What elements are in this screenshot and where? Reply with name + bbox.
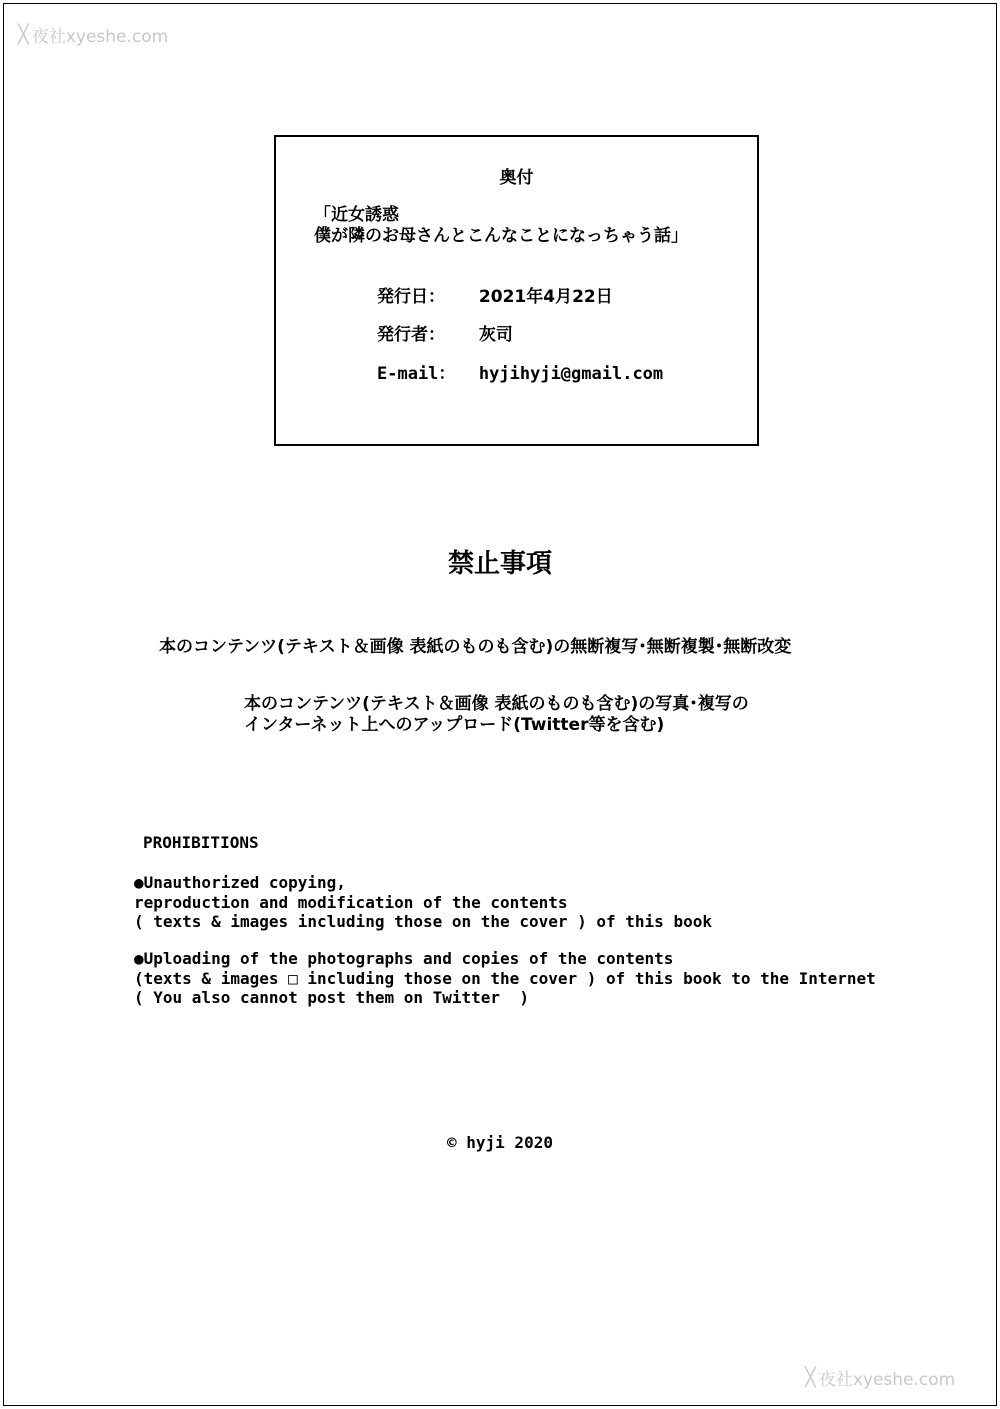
book-title-line1: 「近女誘惑 <box>314 205 399 225</box>
publish-date-label: 発行日： <box>377 287 445 307</box>
book-title <box>314 205 688 247</box>
x-logo-icon: ╳ <box>805 1367 816 1388</box>
publish-date-value: 2021年4月22日 <box>478 287 613 307</box>
x-logo-icon: ╳ <box>18 24 29 45</box>
watermark-text: 夜社xyeshe.com <box>818 1370 956 1390</box>
watermark-text: 夜社xyeshe.com <box>31 27 169 47</box>
prohibition-jp-2-line-b: インターネット上へのアップロード(Twitter等を含む) <box>244 715 665 735</box>
prohibition-jp-2 <box>244 694 749 736</box>
publisher-label: 発行者： <box>377 325 445 345</box>
colophon-title: 奥付 <box>499 168 534 188</box>
publisher-value: 灰司 <box>478 325 513 345</box>
prohibition-en-1: ●Unauthorized copying, reproduction and modification of the contents ( texts & images including those on the cover ) of this book <box>134 873 712 931</box>
publisher-row <box>377 320 513 345</box>
copyright: © hyji 2020 <box>447 1133 553 1152</box>
publish-date-row <box>377 282 613 307</box>
watermark-bottom <box>805 1365 955 1390</box>
book-title-line2: 僕が隣のお母さんとこんなことになっちゃう話」 <box>314 226 688 246</box>
email-value: hyjihyji@gmail.com <box>478 364 664 384</box>
colophon-box <box>274 135 759 446</box>
prohibitions-heading-en: PROHIBITIONS <box>143 833 259 852</box>
prohibition-jp-2-line-a: 本のコンテンツ(テキスト＆画像 表紙のものも含む)の写真･複写の <box>244 694 749 714</box>
prohibitions-heading-jp: 禁止事項 <box>447 549 552 579</box>
email-label: E-mail： <box>377 364 456 384</box>
prohibition-jp-1: 本のコンテンツ(テキスト＆画像 表紙のものも含む)の無断複写･無断複製･無断改変 <box>159 637 792 657</box>
prohibition-en-2: ●Uploading of the photographs and copies of the contents (texts & images □ including those on the cover ) of this book to the Internet ( You also cannot post them on Twitter ) <box>134 949 876 1007</box>
email-row <box>377 359 663 384</box>
watermark-top <box>18 22 168 47</box>
